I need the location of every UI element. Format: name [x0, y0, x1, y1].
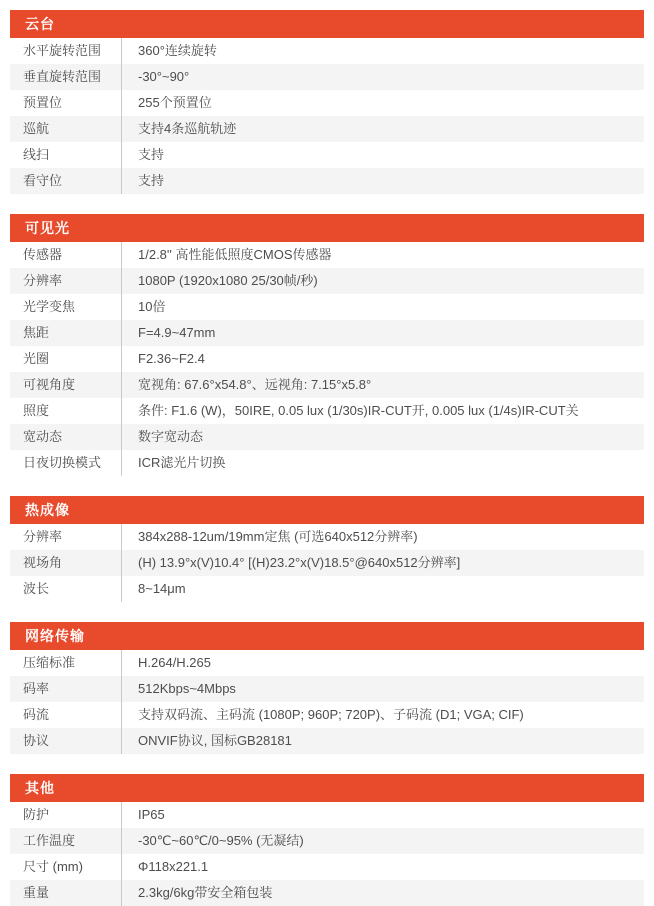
table-row [10, 38, 644, 64]
spec-value: 支持 [138, 147, 165, 162]
section-header: 热成像 [10, 496, 644, 524]
table-row [10, 880, 644, 906]
spec-label: 视场角 [10, 550, 122, 576]
spec-label: 光学变焦 [10, 294, 122, 320]
spec-value: 255个预置位 [138, 95, 212, 110]
table-row [10, 828, 644, 854]
spec-label: 日夜切换模式 [10, 450, 122, 476]
spec-label: 码流 [10, 702, 122, 728]
spec-value: 8~14μm [138, 581, 186, 596]
table-row [10, 524, 644, 550]
spec-label: 焦距 [10, 320, 122, 346]
spec-label: 协议 [10, 728, 122, 754]
section-rows [10, 650, 644, 754]
spec-label: 线扫 [10, 142, 122, 168]
section-pan-tilt [10, 10, 644, 194]
spec-value: IP65 [138, 807, 165, 822]
table-row [10, 424, 644, 450]
spec-value: (H) 13.9°x(V)10.4° [(H)23.2°x(V)18.5°@640x512分辨率] [138, 555, 461, 570]
table-row [10, 142, 644, 168]
table-row [10, 116, 644, 142]
spec-value: 512Kbps~4Mbps [138, 681, 236, 696]
spec-value: F=4.9~47mm [138, 325, 216, 340]
table-row [10, 676, 644, 702]
table-row [10, 650, 644, 676]
section-rows [10, 242, 644, 476]
section-rows [10, 802, 644, 906]
spec-value: 支持 [138, 173, 165, 188]
table-row [10, 728, 644, 754]
spec-label: 工作温度 [10, 828, 122, 854]
spec-value: 数字宽动态 [138, 429, 204, 444]
table-row [10, 450, 644, 476]
spec-label: 看守位 [10, 168, 122, 194]
section-header: 网络传输 [10, 622, 644, 650]
spec-value: Φ118x221.1 [138, 859, 209, 874]
spec-label: 可视角度 [10, 372, 122, 398]
spec-value: F2.36~F2.4 [138, 351, 205, 366]
table-row [10, 168, 644, 194]
spec-label: 水平旋转范围 [10, 38, 122, 64]
table-row [10, 90, 644, 116]
spec-label: 尺寸 (mm) [10, 854, 122, 880]
spec-label: 光圈 [10, 346, 122, 372]
spec-value: 支持双码流、主码流 (1080P; 960P; 720P)、子码流 (D1; VGA; CIF) [138, 707, 524, 722]
section-rows [10, 524, 644, 602]
section-other [10, 774, 644, 906]
table-row [10, 346, 644, 372]
table-row [10, 576, 644, 602]
spec-label: 压缩标准 [10, 650, 122, 676]
table-row [10, 372, 644, 398]
section-thermal-imaging [10, 496, 644, 602]
section-header: 可见光 [10, 214, 644, 242]
spec-label: 分辨率 [10, 524, 122, 550]
table-row [10, 242, 644, 268]
spec-value: 2.3kg/6kg带安全箱包装 [138, 885, 273, 900]
spec-label: 防护 [10, 802, 122, 828]
spec-value: 1080P (1920x1080 25/30帧/秒) [138, 273, 318, 288]
table-row [10, 294, 644, 320]
spec-value: 10倍 [138, 299, 166, 314]
section-rows [10, 38, 644, 194]
section-visible-light [10, 214, 644, 476]
table-row [10, 268, 644, 294]
section-header: 云台 [10, 10, 644, 38]
spec-label: 巡航 [10, 116, 122, 142]
table-row [10, 702, 644, 728]
table-row [10, 64, 644, 90]
spec-label: 垂直旋转范围 [10, 64, 122, 90]
spec-value: 1/2.8'' 高性能低照度CMOS传感器 [138, 247, 332, 262]
spec-label: 预置位 [10, 90, 122, 116]
section-header: 其他 [10, 774, 644, 802]
section-network-transmission [10, 622, 644, 754]
spec-label: 重量 [10, 880, 122, 906]
spec-value: 支持4条巡航轨迹 [138, 121, 237, 136]
spec-label: 码率 [10, 676, 122, 702]
spec-label: 宽动态 [10, 424, 122, 450]
spec-value: H.264/H.265 [138, 655, 211, 670]
table-row [10, 398, 644, 424]
spec-value: 条件: F1.6 (W)，50IRE, 0.05 lux (1/30s)IR-CUT开, 0.005 lux (1/4s)IR-CUT关 [138, 403, 579, 418]
table-row [10, 550, 644, 576]
spec-value: ICR滤光片切换 [138, 455, 226, 470]
spec-label: 照度 [10, 398, 122, 424]
table-row [10, 854, 644, 880]
spec-label: 波长 [10, 576, 122, 602]
table-row [10, 802, 644, 828]
spec-label: 分辨率 [10, 268, 122, 294]
spec-value: 宽视角: 67.6°x54.8°、远视角: 7.15°x5.8° [138, 377, 372, 392]
spec-value: -30℃~60℃/0~95% (无凝结) [138, 833, 304, 848]
spec-value: ONVIF协议, 国标GB28181 [138, 733, 292, 748]
spec-value: 360°连续旋转 [138, 43, 217, 58]
table-row [10, 320, 644, 346]
spec-value: 384x288-12um/19mm定焦 (可选640x512分辨率) [138, 529, 418, 544]
spec-value: -30°~90° [138, 69, 190, 84]
spec-label: 传感器 [10, 242, 122, 268]
